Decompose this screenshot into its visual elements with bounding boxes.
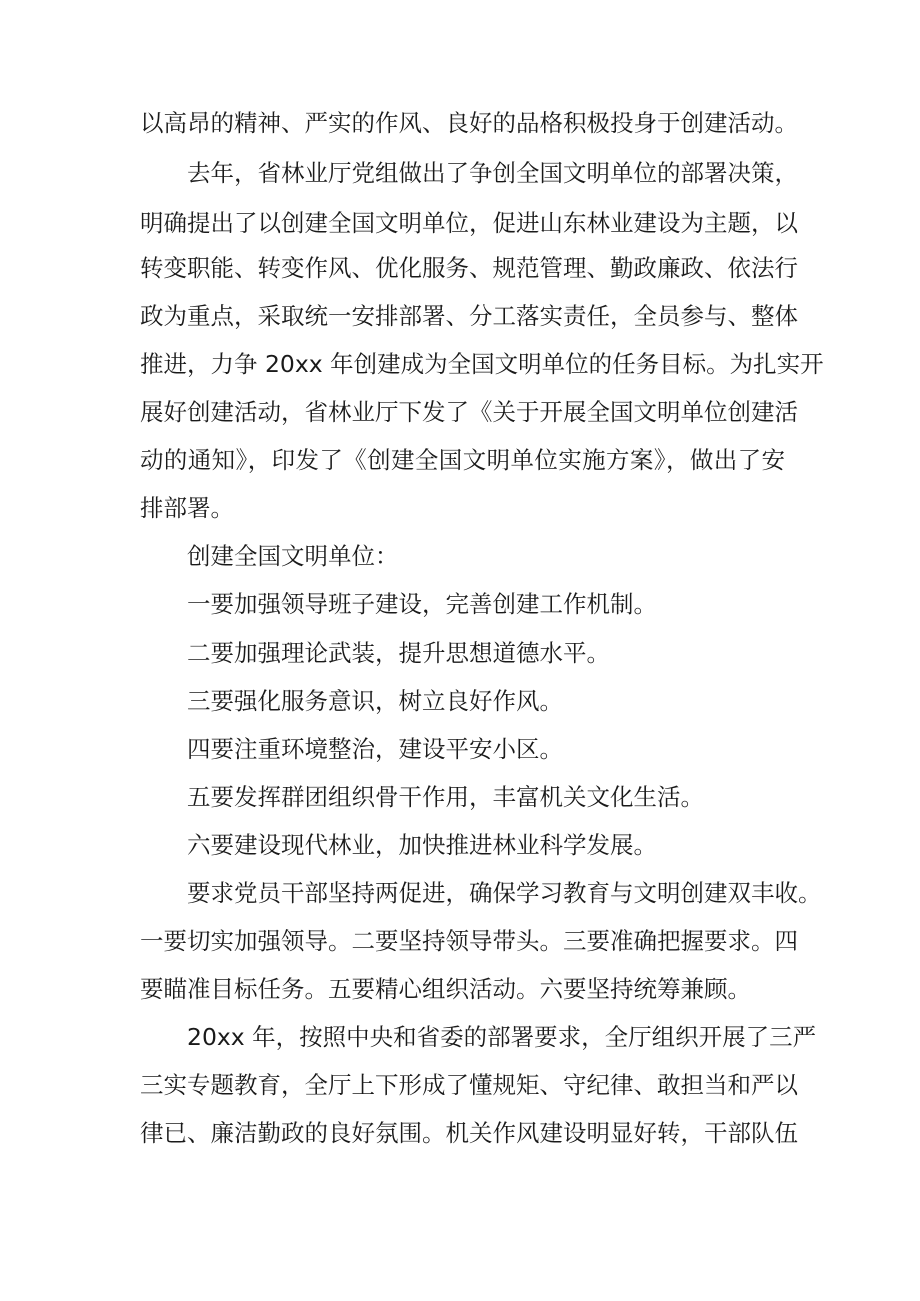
- text-line: 政为重点，采取统一安排部署、分工落实责任，全员参与、整体: [140, 302, 798, 330]
- text-line: 去年，省林业厅党组做出了争创全国文明单位的部署决策，: [187, 159, 798, 187]
- list-item: 五要发挥群团组织骨干作用，丰富机关文化生活。: [187, 783, 704, 811]
- text-line: 展好创建活动，省林业厅下发了《关于开展全国文明单位创建活: [140, 398, 798, 426]
- list-item: 一要加强领导班子建设，完善创建工作机制。: [187, 590, 657, 618]
- text-line: 动的通知》，印发了《创建全国文明单位实施方案》，做出了安: [140, 446, 785, 474]
- text-line: 要瞄准目标任务。五要精心组织活动。六要坚持统筹兼顾。: [140, 975, 751, 1003]
- list-item: 四要注重环境整治，建设平安小区。: [187, 735, 563, 763]
- list-item: 六要建设现代林业，加快推进林业科学发展。: [187, 831, 657, 859]
- text-line: 一要切实加强领导。二要坚持领导带头。三要准确把握要求。四: [140, 927, 798, 955]
- section-heading: 创建全国文明单位：: [187, 542, 399, 570]
- text-line: 转变职能、转变作风、优化服务、规范管理、勤政廉政、依法行: [140, 254, 798, 282]
- text-line: 推进，力争 20xx 年创建成为全国文明单位的任务目标。为扎实开: [140, 350, 824, 378]
- text-line: 以高昂的精神、严实的作风、良好的品格积极投身于创建活动。: [140, 109, 798, 137]
- text-line: 三实专题教育，全厅上下形成了懂规矩、守纪律、敢担当和严以: [140, 1071, 798, 1099]
- list-item: 二要加强理论武装，提升思想道德水平。: [187, 639, 610, 667]
- text-line: 排部署。: [140, 494, 234, 522]
- text-line: 明确提出了以创建全国文明单位，促进山东林业建设为主题，以: [140, 209, 798, 237]
- text-line: 20xx 年，按照中央和省委的部署要求，全厅组织开展了三严: [187, 1023, 817, 1051]
- text-line: 要求党员干部坚持两促进，确保学习教育与文明创建双丰收。: [187, 879, 822, 907]
- list-item: 三要强化服务意识，树立良好作风。: [187, 687, 563, 715]
- text-line: 律已、廉洁勤政的良好氛围。机关作风建设明显好转，干部队伍: [140, 1119, 798, 1147]
